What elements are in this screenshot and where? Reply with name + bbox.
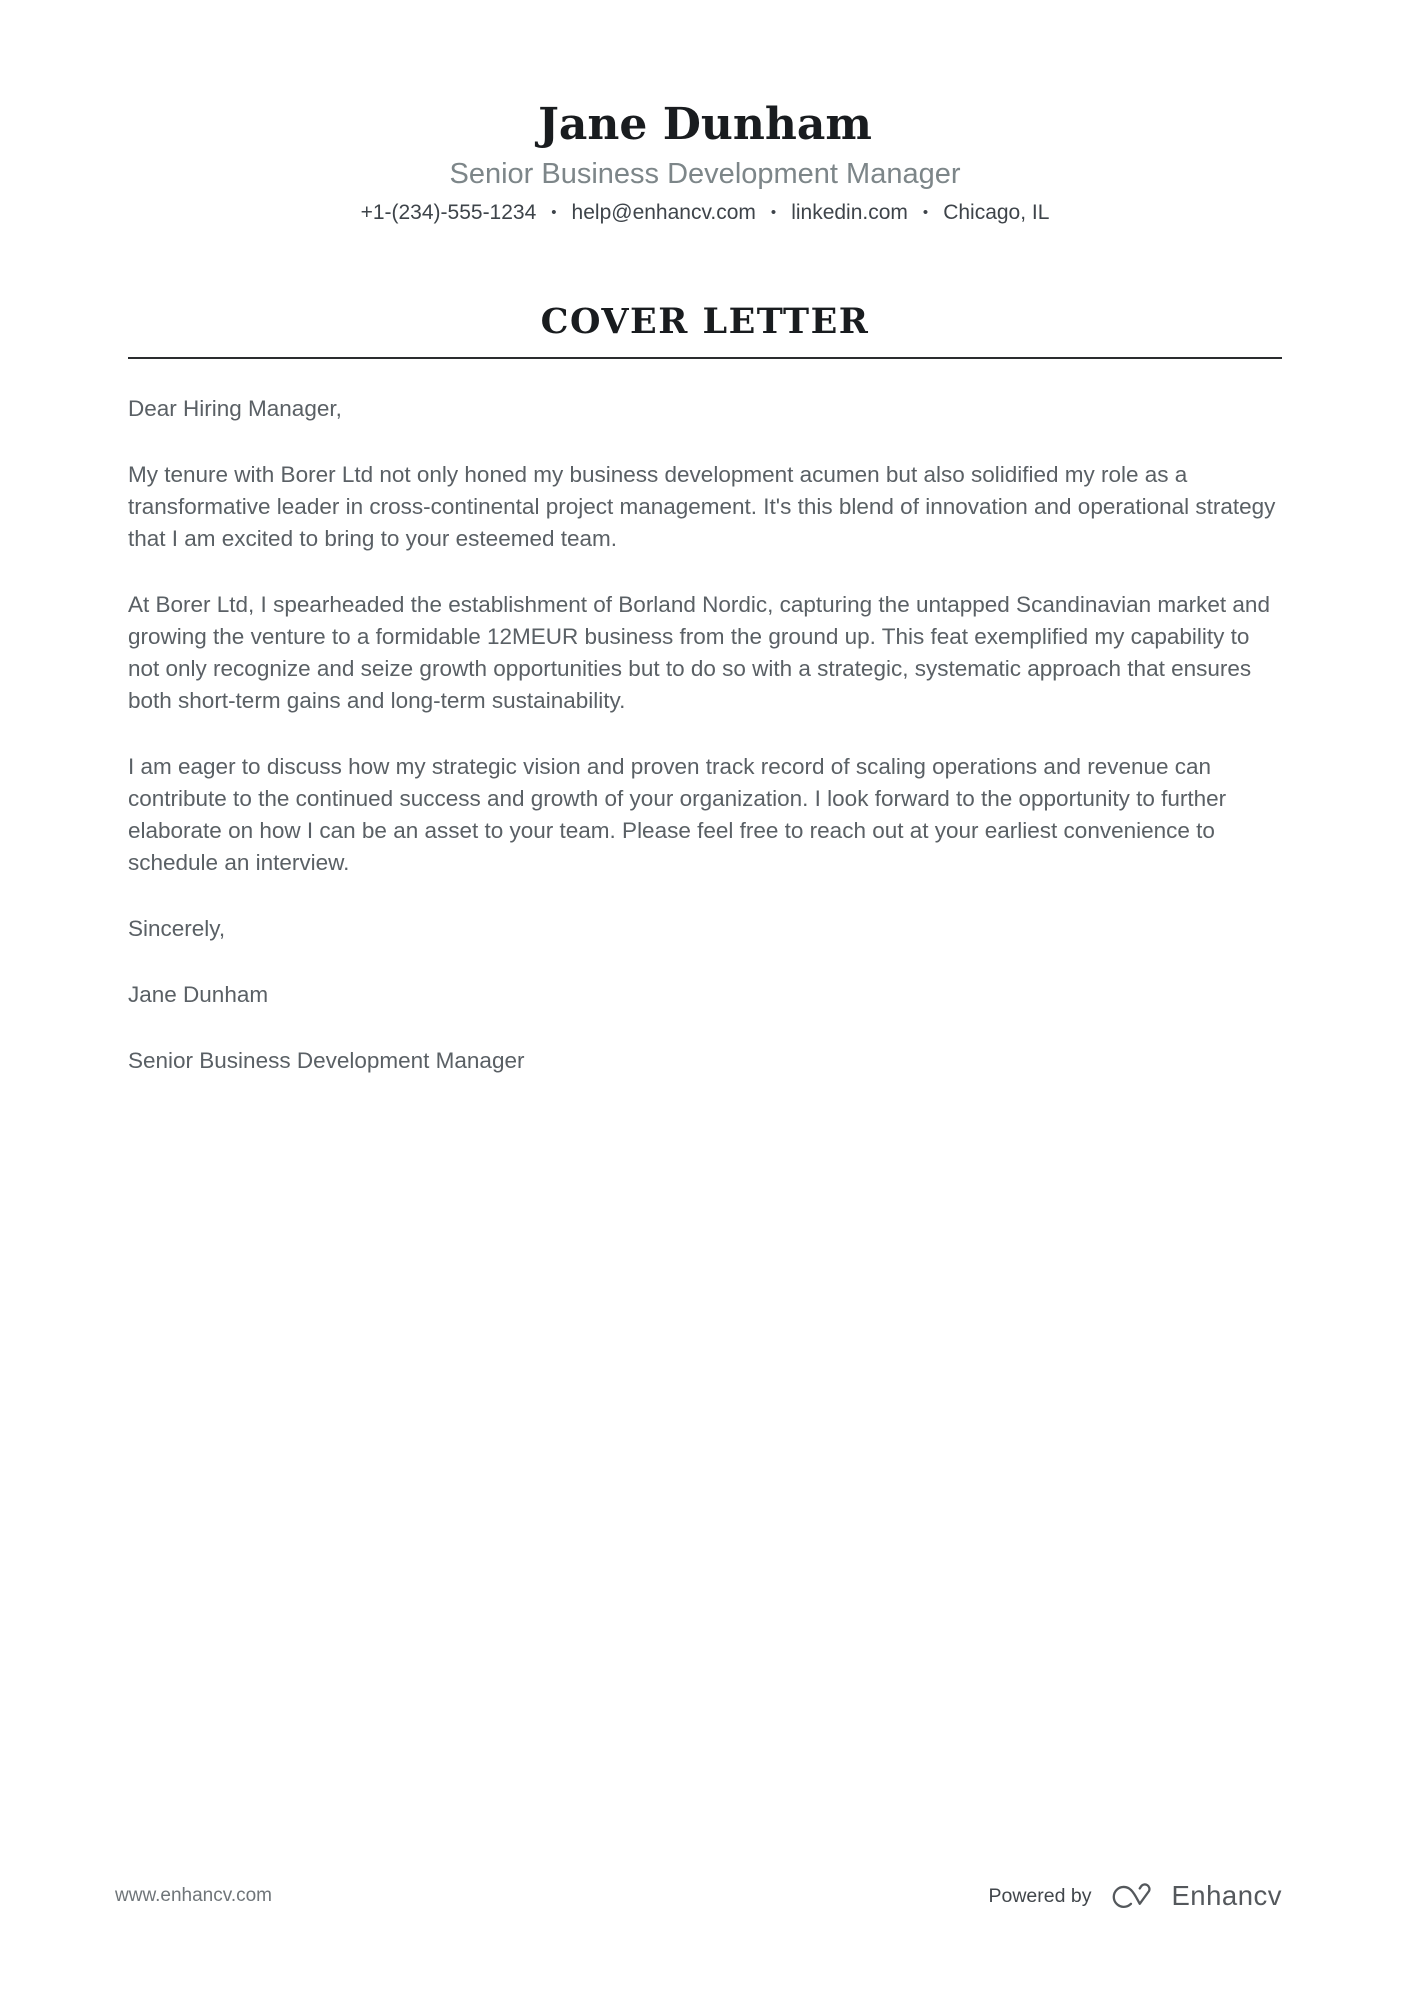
enhancv-wordmark: Enhancv xyxy=(1171,1880,1282,1911)
footer-website-link[interactable]: www.enhancv.com xyxy=(115,1885,272,1906)
paragraph: At Borer Ltd, I spearheaded the establishment of Borland Nordic, capturing the untapped Scandinavian market and growing the venture to a formidable 12MEUR business from the ground up. This feat exemplified my capability to not only recognize and seize growth opportunities but to do so with a strategic, systematic approach that ensures both short-term gains and long-term sustainability. xyxy=(128,591,1270,713)
signature-title: Senior Business Development Manager xyxy=(128,1047,525,1073)
contact-line xyxy=(0,201,1410,225)
closing: Sincerely, xyxy=(128,915,226,941)
section-divider xyxy=(128,301,1282,359)
greeting: Dear Hiring Manager, xyxy=(128,395,342,421)
powered-by-label: Powered by xyxy=(988,1884,1092,1907)
footer xyxy=(0,1872,1410,1920)
person-name: Jane Dunham xyxy=(538,99,872,150)
footer-branding xyxy=(988,1880,1282,1912)
header xyxy=(0,0,1410,225)
paragraph: I am eager to discuss how my strategic vision and proven track record of scaling operations and revenue can contribute to the continued success and growth of your organization. I look forward to the opportunity to further elaborate on how I can be an asset to your team. Please feel free to reach out at your earliest convenience to schedule an interview. xyxy=(128,753,1227,875)
contact-phone: +1-(234)-555-1234 xyxy=(360,200,537,224)
enhancv-logo-icon xyxy=(1111,1881,1157,1912)
signature-name: Jane Dunham xyxy=(128,981,269,1007)
contact-location: Chicago, IL xyxy=(943,200,1050,224)
paragraph: My tenure with Borer Ltd not only honed my business development acumen but also solidified my role as a transformative leader in cross-continental project management. It's this blend of innovation and operational strategy that I am excited to bring to your esteemed team. xyxy=(128,461,1276,551)
person-job-title: Senior Business Development Manager xyxy=(449,157,961,190)
contact-email[interactable]: help@enhancv.com xyxy=(571,200,756,224)
letter-body xyxy=(128,393,1282,1077)
section-title: COVER LETTER xyxy=(540,300,870,342)
bullet-separator-icon: • xyxy=(551,203,557,221)
bullet-separator-icon: • xyxy=(922,203,929,221)
bullet-separator-icon: • xyxy=(770,203,777,221)
enhancv-brand-link[interactable] xyxy=(1111,1880,1282,1912)
contact-linkedin[interactable]: linkedin.com xyxy=(791,200,908,224)
